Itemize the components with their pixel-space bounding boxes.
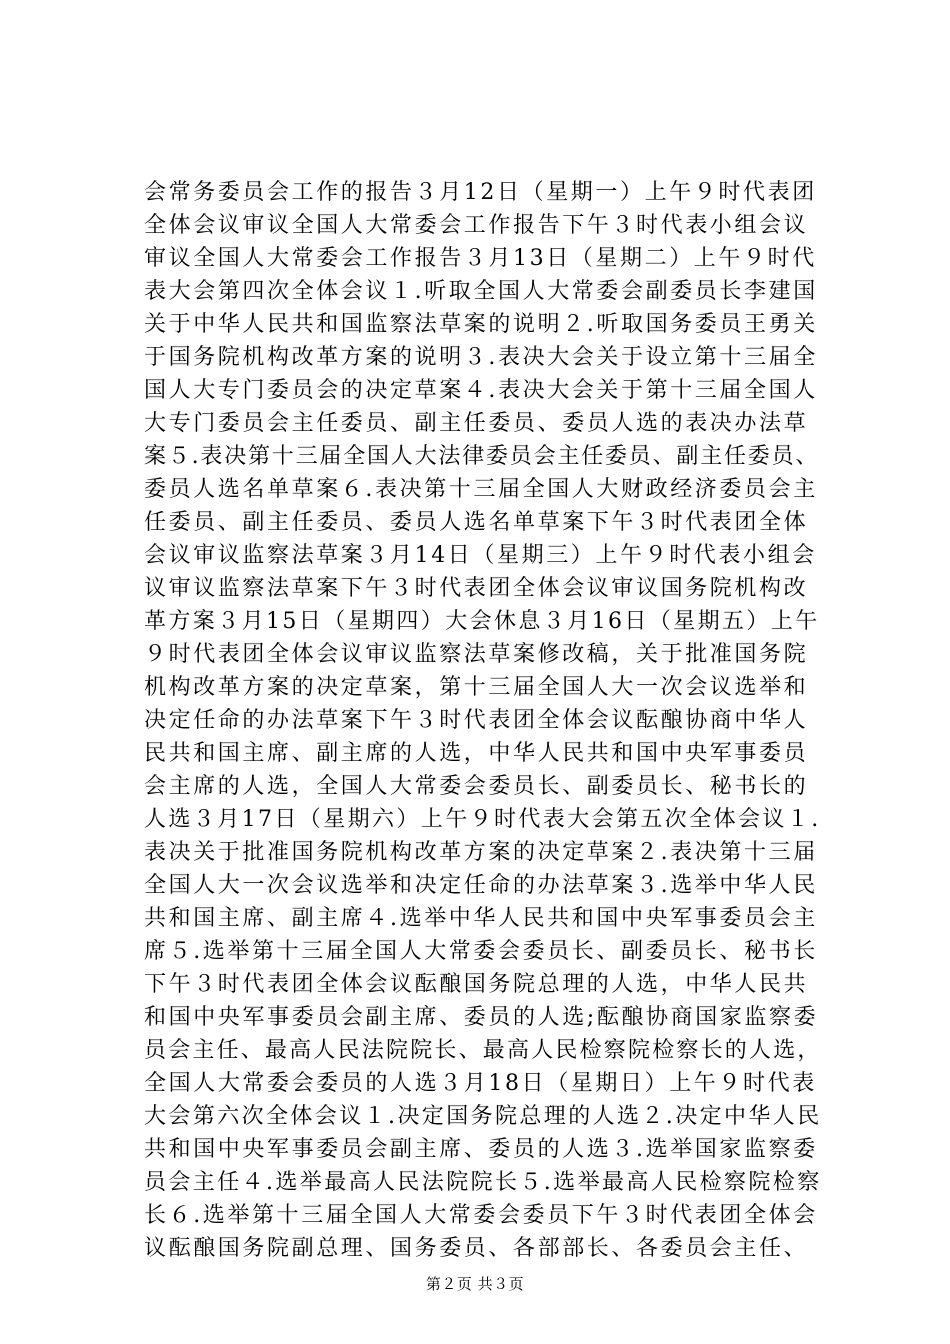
text-line: 全国人大一次会议选举和决定任命的办法草案３.选举中华人民 xyxy=(144,873,818,898)
text-line: 长６.选举第十三届全国人大常委会委员下午３时代表团全体会 xyxy=(144,1203,818,1228)
text-line: ９时代表团全体会议审议监察法草案修改稿，关于批准国务院 xyxy=(144,642,809,667)
text-line: 关于中华人民共和国监察法草案的说明２.听取国务委员王勇关 xyxy=(144,312,818,337)
text-line: 员会主任４.选举最高人民法院院长５.选举最高人民检察院检察 xyxy=(144,1170,822,1195)
text-line: 审议全国人大常委会工作报告３月13日（星期二）上午９时代 xyxy=(144,246,817,271)
text-line: 民共和国主席、副主席的人选，中华人民共和国中央军事委员 xyxy=(144,741,809,766)
text-line: 共和国主席、副主席４.选举中华人民共和国中央军事委员会主 xyxy=(144,906,818,931)
text-line: 机构改革方案的决定草案，第十三届全国人大一次会议选举和 xyxy=(144,675,809,700)
text-line: 案５.表决第十三届全国人大法律委员会主任委员、副主任委员、 xyxy=(144,444,820,469)
text-line: 全体会议审议全国人大常委会工作报告下午３时代表小组会议 xyxy=(144,213,809,238)
text-line: 员会主任、最高人民法院院长、最高人民检察院检察长的人选， xyxy=(144,1038,822,1063)
text-line: 下午３时代表团全体会议酝酿国务院总理的人选，中华人民共 xyxy=(144,972,809,997)
text-line: 议酝酿国务院副总理、国务委员、各部部长、各委员会主任、 xyxy=(144,1236,809,1261)
text-line: 委员人选名单草案６.表决第十三届全国人大财政经济委员会主 xyxy=(144,477,818,502)
text-line: 会主席的人选，全国人大常委会委员长、副委员长、秘书长的 xyxy=(144,774,809,799)
page-footer xyxy=(0,1274,950,1294)
text-line: 表决关于批准国务院机构改革方案的决定草案２.表决第十三届 xyxy=(144,840,818,865)
text-line: 决定任命的办法草案下午３时代表团全体会议酝酿协商中华人 xyxy=(144,708,809,733)
text-line: 议审议监察法草案下午３时代表团全体会议审议国务院机构改 xyxy=(144,576,809,601)
document-body xyxy=(144,176,824,1265)
text-line: 革方案３月15日（星期四）大会休息３月16日（星期五）上午 xyxy=(144,609,820,634)
text-line: 会常务委员会工作的报告３月12日（星期一）上午９时代表团 xyxy=(144,180,817,205)
page-number: 第２页 共３页 xyxy=(425,1275,525,1293)
text-line: 表大会第四次全体会议１.听取全国人大常委会副委员长李建国 xyxy=(144,279,818,304)
text-line: 全国人大常委会委员的人选３月18日（星期日）上午９时代表 xyxy=(144,1071,817,1096)
text-line: 于国务院机构改革方案的说明３.表决大会关于设立第十三届全 xyxy=(144,345,818,370)
text-line: 国人大专门委员会的决定草案４.表决大会关于第十三届全国人 xyxy=(144,378,818,403)
text-line: 任委员、副主任委员、委员人选名单草案下午３时代表团全体 xyxy=(144,510,809,535)
text-line: 大专门委员会主任委员、副主任委员、委员人选的表决办法草 xyxy=(144,411,809,436)
text-line: 共和国中央军事委员会副主席、委员的人选３.选举国家监察委 xyxy=(144,1137,818,1162)
text-line: 会议审议监察法草案３月14日（星期三）上午９时代表小组会 xyxy=(144,543,817,568)
text-line: 席５.选举第十三届全国人大常委会委员长、副委员长、秘书长 xyxy=(144,939,818,964)
text-line: 人选３月17日（星期六）上午９时代表大会第五次全体会议１. xyxy=(144,807,821,832)
text-line: 大会第六次全体会议１.决定国务院总理的人选２.决定中华人民 xyxy=(144,1104,822,1129)
text-line: 和国中央军事委员会副主席、委员的人选;酝酿协商国家监察委 xyxy=(144,1005,819,1030)
